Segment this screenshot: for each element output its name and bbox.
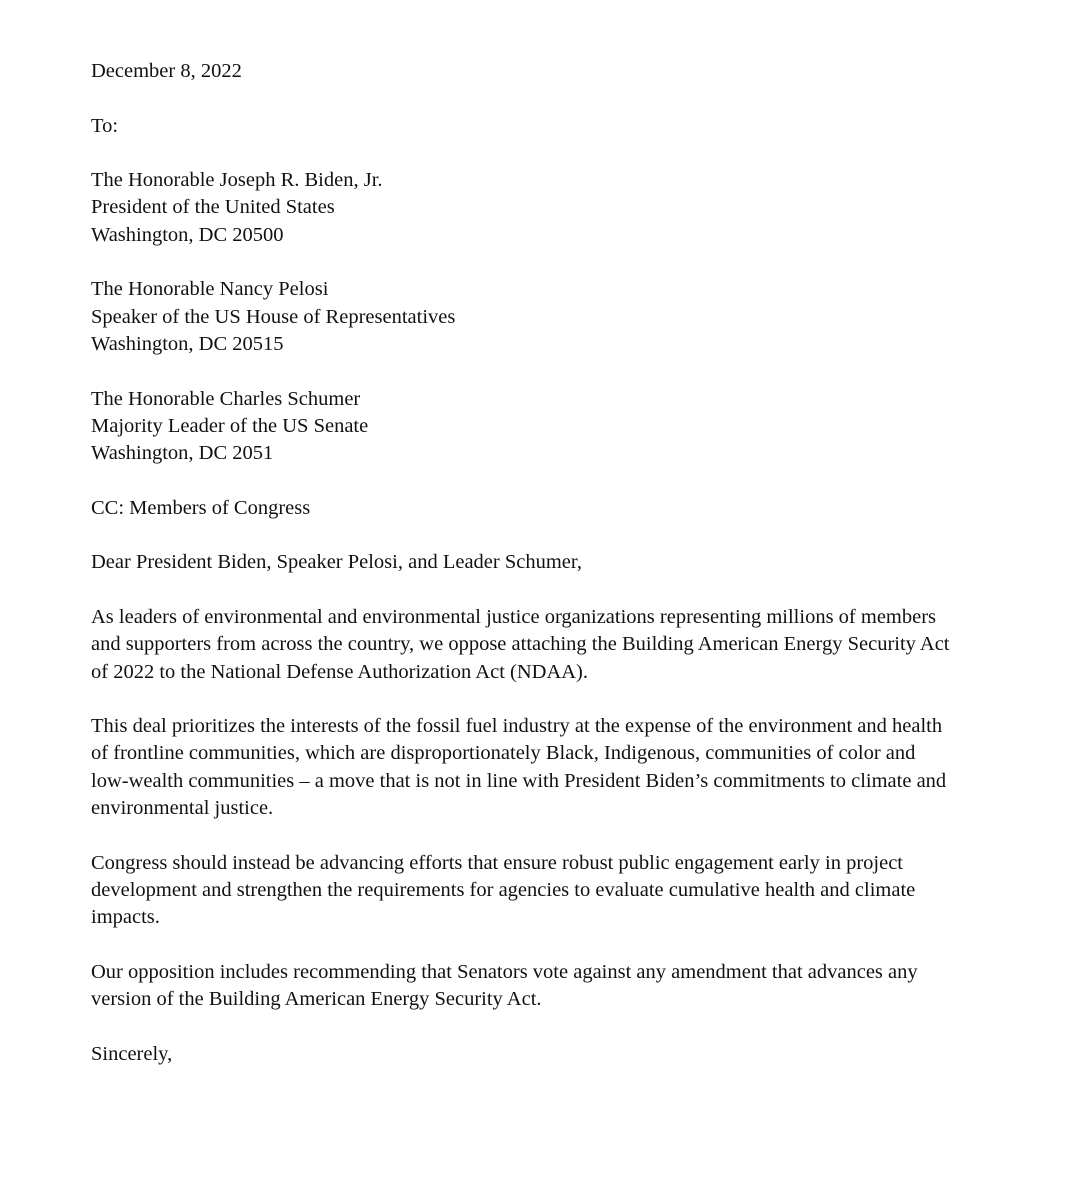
paragraph-line: development and strengthen the requirements for agencies to evaluate cumulative health and climate: [91, 878, 916, 901]
paragraph-line: low-wealth communities – a move that is not in line with President Biden’s commitments to climate and: [91, 769, 947, 792]
body-paragraph: [91, 604, 991, 686]
paragraph-line: version of the Building American Energy Security Act.: [91, 988, 542, 1011]
body-paragraph: [91, 713, 991, 822]
letter-date: December 8, 2022: [91, 60, 242, 82]
body-paragraph: [91, 850, 991, 932]
recipient-address: [91, 167, 991, 249]
paragraph-line: environmental justice.: [91, 797, 274, 820]
to-label: To:: [91, 114, 119, 137]
paragraph-line: of frontline communities, which are disproportionately Black, Indigenous, communities of color and: [91, 742, 916, 765]
paragraph-line: impacts.: [91, 906, 160, 929]
recipient-name: The Honorable Joseph R. Biden, Jr.: [91, 169, 383, 192]
paragraph-line: and supporters from across the country, we oppose attaching the Building American Energy Security Act: [91, 633, 950, 656]
recipient-address: [91, 276, 991, 358]
recipient-city: Washington, DC 20500: [91, 223, 284, 246]
body-paragraph: [91, 959, 991, 1014]
salutation: Dear President Biden, Speaker Pelosi, and Leader Schumer,: [91, 551, 583, 574]
paragraph-line: Congress should instead be advancing efforts that ensure robust public engagement early in project: [91, 851, 903, 874]
recipient-title: President of the United States: [91, 196, 335, 219]
closing: Sincerely,: [91, 1042, 173, 1065]
recipient-city: Washington, DC 2051: [91, 442, 274, 465]
paragraph-line: of 2022 to the National Defense Authorization Act (NDAA).: [91, 660, 589, 683]
cc-line: CC: Members of Congress: [91, 496, 311, 519]
recipient-name: The Honorable Nancy Pelosi: [91, 278, 329, 301]
recipient-name: The Honorable Charles Schumer: [91, 387, 361, 410]
recipient-city: Washington, DC 20515: [91, 332, 284, 355]
paragraph-line: As leaders of environmental and environmental justice organizations representing millions of members: [91, 605, 937, 628]
paragraph-line: Our opposition includes recommending that Senators vote against any amendment that advances any: [91, 960, 918, 983]
recipient-title: Speaker of the US House of Representatives: [91, 305, 456, 328]
letter-page: [91, 58, 991, 1095]
recipient-title: Majority Leader of the US Senate: [91, 414, 369, 437]
recipient-address: [91, 386, 991, 468]
paragraph-line: This deal prioritizes the interests of the fossil fuel industry at the expense of the environment and health: [91, 715, 943, 738]
